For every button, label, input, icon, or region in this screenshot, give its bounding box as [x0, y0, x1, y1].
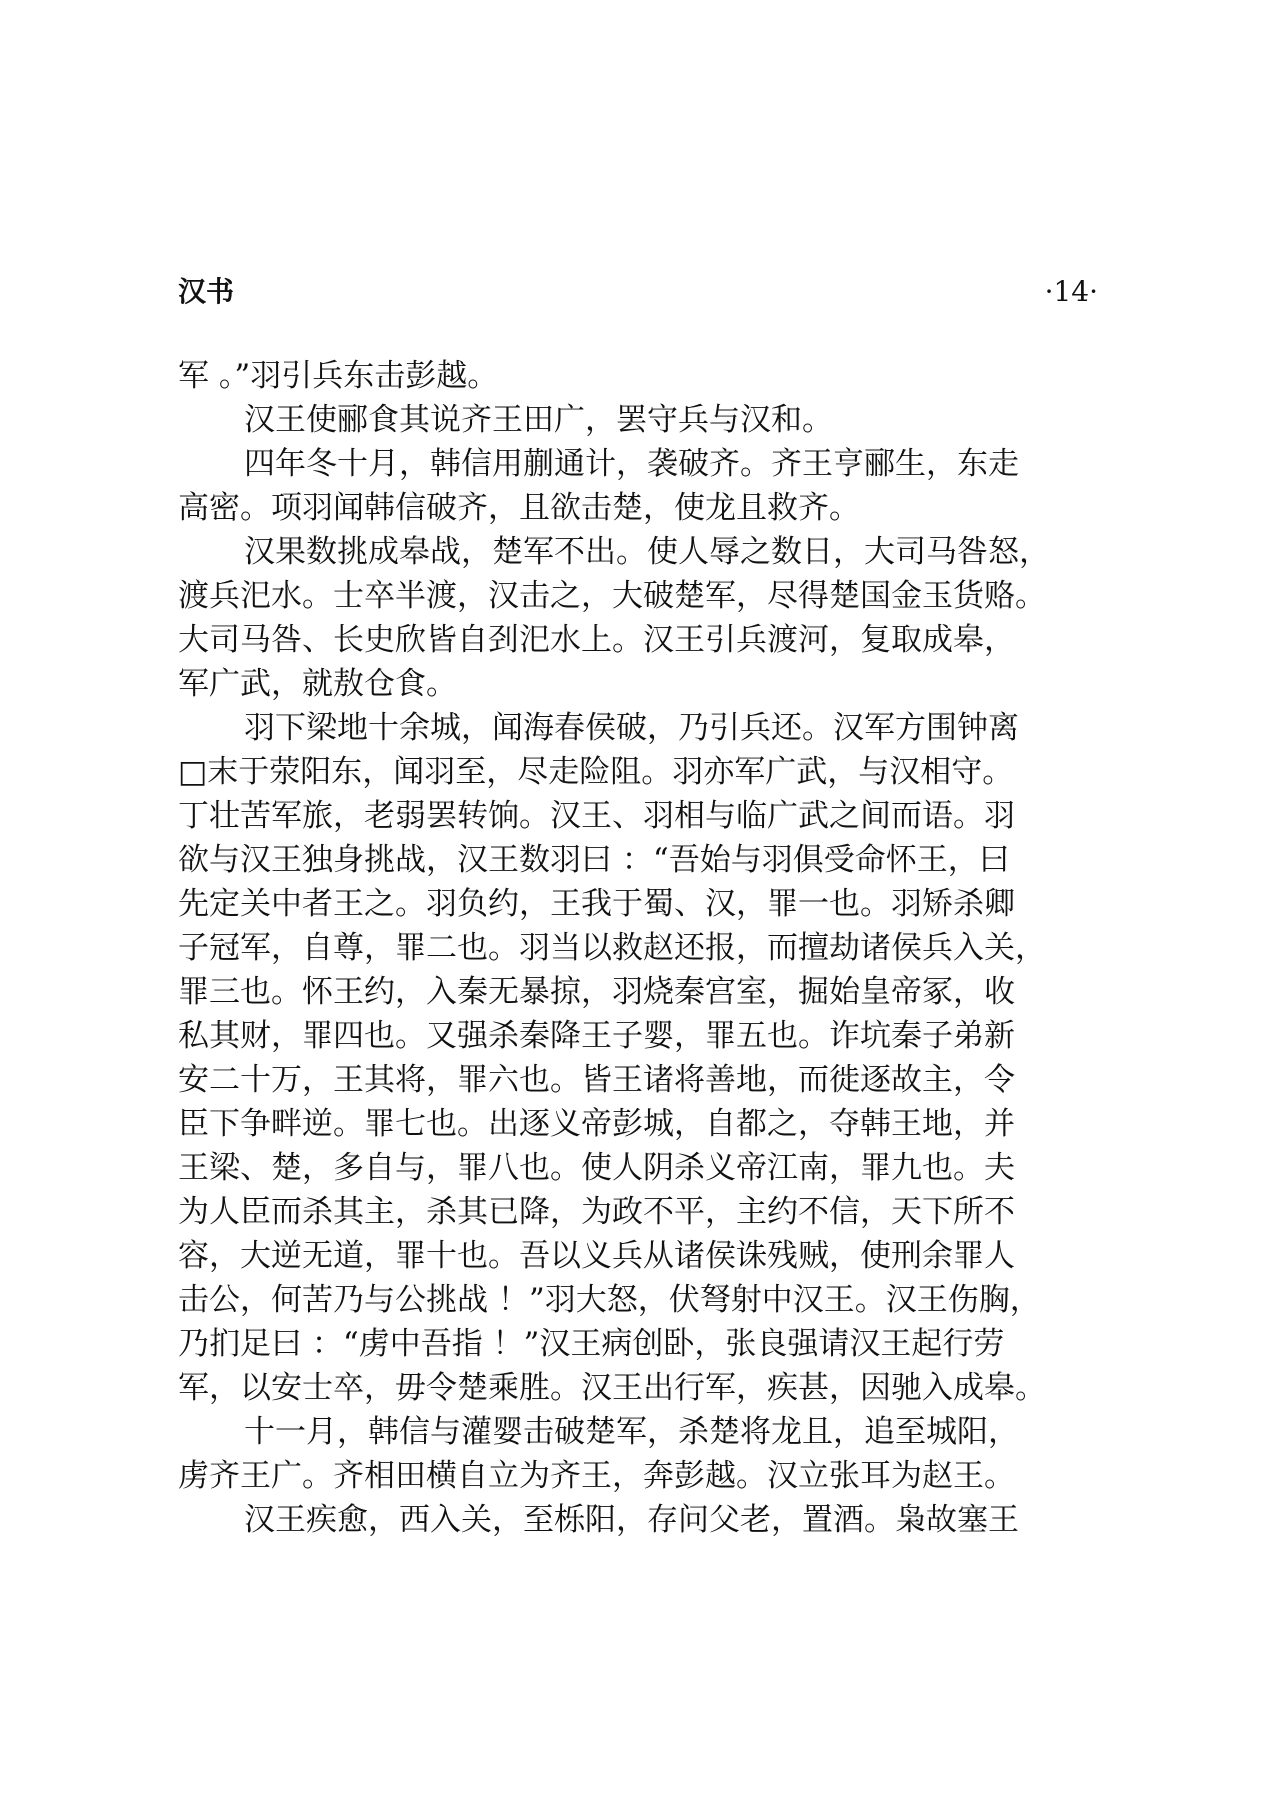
text-line: □末于荥阳东，闻羽至，尽走险阻。羽亦军广武，与汉相守。: [178, 754, 1014, 790]
text-line: 丁壮苦军旅，老弱罢转饷。汉王、羽相与临广武之间而语。羽: [178, 798, 1015, 834]
text-line: 虏齐王广。齐相田横自立为齐王，奔彭越。汉立张耳为赵王。: [178, 1458, 1015, 1494]
text-line: 为人臣而杀其主，杀其已降，为政不平，主约不信，天下所不: [178, 1194, 1015, 1230]
text-line: 臣下争畔逆。罪七也。出逐义帝彭城，自都之，夺韩王地，并: [178, 1106, 1015, 1142]
text-line: 四年冬十月，韩信用蒯通计，袭破齐。齐王亨郦生，东走: [244, 446, 1019, 482]
text-line: 王梁、楚，多自与，罪八也。使人阴杀义帝江南，罪九也。夫: [178, 1150, 1015, 1186]
text-line: 乃扪足曰 ：“虏中吾指 ！”汉王病创卧，张良强请汉王起行劳: [178, 1326, 1005, 1362]
text-line: 羽下梁地十余城，闻海春侯破，乃引兵还。汉军方围钟离: [244, 710, 1019, 746]
text-line: 军 。”羽引兵东击彭越。: [178, 358, 499, 394]
text-line: 先定关中者王之。羽负约，王我于蜀、汉，罪一也。羽矫杀卿: [178, 886, 1015, 922]
text-line: 渡兵汜水。士卒半渡，汉击之，大破楚军，尽得楚国金玉货赂。: [178, 578, 1046, 614]
text-line: 高密。项羽闻韩信破齐，且欲击楚，使龙且救齐。: [178, 490, 860, 526]
text-line: 欲与汉王独身挑战，汉王数羽曰 ：“吾始与羽俱受命怀王，曰: [178, 842, 1010, 878]
page-header: [178, 272, 1098, 312]
text-line: 汉王使郦食其说齐王田广，罢守兵与汉和。: [244, 402, 833, 438]
text-line: 私其财，罪四也。又强杀秦降王子婴，罪五也。诈坑秦子弟新: [178, 1018, 1015, 1054]
text-line: 安二十万，王其将，罪六也。皆王诸将善地，而徙逐故主，令: [178, 1062, 1015, 1098]
text-body: [178, 354, 1108, 1542]
book-title: 汉书: [178, 275, 235, 308]
text-line: 容，大逆无道，罪十也。吾以义兵从诸侯诛残贼，使刑余罪人: [178, 1238, 1015, 1274]
text-line: 罪三也。怀王约，入秦无暴掠，羽烧秦宫室，掘始皇帝冢，收: [178, 974, 1015, 1010]
text-line: 汉王疾愈，西入关，至栎阳，存问父老，置酒。枭故塞王: [244, 1502, 1019, 1538]
text-line: 军，以安士卒，毋令楚乘胜。汉王出行军，疾甚，因驰入成皋。: [178, 1370, 1046, 1406]
text-line: 十一月，韩信与灌婴击破楚军，杀楚将龙且，追至城阳，: [244, 1414, 1019, 1450]
text-line: 军广武，就敖仓食。: [178, 666, 457, 702]
text-line: 大司马咎、长史欣皆自刭汜水上。汉王引兵渡河，复取成皋，: [178, 622, 1015, 658]
text-line: 汉果数挑成皋战，楚军不出。使人辱之数日，大司马咎怒，: [244, 534, 1050, 570]
text-line: 击公，何苦乃与公挑战 ！”羽大怒，伏弩射中汉王。汉王伤胸，: [178, 1282, 1041, 1318]
text-line: 子冠军，自尊，罪二也。羽当以救赵还报，而擅劫诸侯兵入关，: [178, 930, 1046, 966]
page-number: ·14·: [1044, 275, 1098, 308]
